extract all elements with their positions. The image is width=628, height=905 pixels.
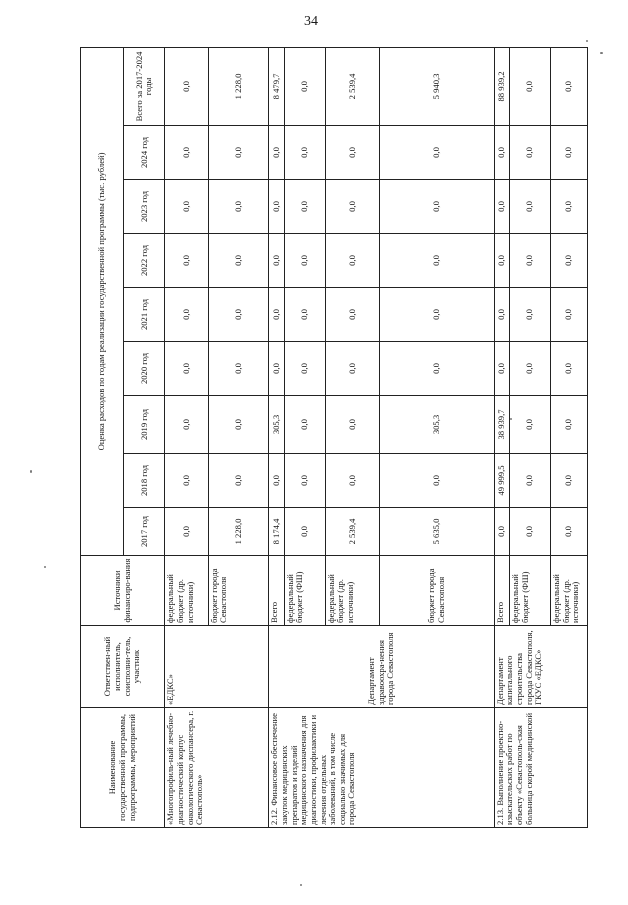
- total-cell: 0,0: [509, 47, 550, 125]
- value-cell: 0,0: [208, 234, 269, 288]
- program-name: 2.12. Финансовое обеспечение закупок медицинских препаратов и изделий медицинского назначения для диагностики, профилактики и лечения отдельных заболеваний, в том числе социально значимых для города Севастополя: [269, 708, 494, 828]
- scan-speck: [300, 884, 302, 886]
- value-cell: 0,0: [284, 126, 325, 180]
- value-cell: 0,0: [379, 234, 494, 288]
- value-cell: 0,0: [165, 396, 208, 454]
- scan-speck: [510, 418, 512, 420]
- value-cell: 5 635,0: [379, 508, 494, 556]
- value-cell: 0,0: [325, 454, 379, 508]
- header-estimate: Оценка расходов по годам реализации государственной программы (тыс. рублей): [81, 47, 124, 555]
- value-cell: 0,0: [269, 180, 284, 234]
- total-cell: 2 539,4: [325, 47, 379, 125]
- value-cell: 0,0: [494, 288, 509, 342]
- value-cell: 305,3: [269, 396, 284, 454]
- header-year: 2018 год: [124, 454, 165, 508]
- header-executor: Ответствен-ный исполнитель, соисполни-тель, участник: [81, 626, 165, 708]
- value-cell: 0,0: [509, 396, 550, 454]
- header-year: 2024 год: [124, 126, 165, 180]
- value-cell: 0,0: [284, 396, 325, 454]
- value-cell: 0,0: [509, 180, 550, 234]
- value-cell: 0,0: [284, 454, 325, 508]
- executor: «ЕДКС»: [165, 626, 269, 708]
- value-cell: 0,0: [165, 180, 208, 234]
- value-cell: 0,0: [165, 454, 208, 508]
- value-cell: 0,0: [494, 508, 509, 556]
- value-cell: 0,0: [325, 180, 379, 234]
- value-cell: 0,0: [379, 126, 494, 180]
- value-cell: 0,0: [379, 342, 494, 396]
- total-cell: 8 479,7: [269, 47, 284, 125]
- executor: Департамент здравоохра-нения города Севастополя: [269, 626, 494, 708]
- funding-source: федеральный бюджет (др. источники): [551, 556, 588, 626]
- value-cell: 0,0: [208, 288, 269, 342]
- value-cell: 0,0: [325, 126, 379, 180]
- value-cell: 0,0: [551, 396, 588, 454]
- value-cell: 0,0: [269, 454, 284, 508]
- funding-source: бюджет города Севастополя: [379, 556, 494, 626]
- value-cell: 38 939,7: [494, 396, 509, 454]
- value-cell: 0,0: [325, 288, 379, 342]
- value-cell: 0,0: [494, 234, 509, 288]
- value-cell: 0,0: [208, 454, 269, 508]
- header-source: Источники финансиро-вания: [81, 556, 165, 626]
- value-cell: 0,0: [165, 342, 208, 396]
- value-cell: 0,0: [208, 180, 269, 234]
- value-cell: 0,0: [284, 508, 325, 556]
- value-cell: 0,0: [494, 126, 509, 180]
- rotated-table-area: [80, 48, 588, 828]
- value-cell: 0,0: [208, 396, 269, 454]
- value-cell: 0,0: [284, 288, 325, 342]
- page-number: 34: [304, 14, 318, 29]
- value-cell: 0,0: [551, 180, 588, 234]
- scan-speck: [30, 470, 32, 473]
- value-cell: 0,0: [551, 508, 588, 556]
- value-cell: 0,0: [284, 342, 325, 396]
- value-cell: 1 228,0: [208, 508, 269, 556]
- total-cell: 88 939,2: [494, 47, 509, 125]
- value-cell: 0,0: [208, 126, 269, 180]
- header-year: 2017 год: [124, 508, 165, 556]
- value-cell: 0,0: [509, 126, 550, 180]
- funding-source: федеральный бюджет (ФШ): [509, 556, 550, 626]
- funding-source: федеральный бюджет (ФШ): [284, 556, 325, 626]
- program-name: «Многопрофиль-ный лечебно-диагностический корпус онкологического диспансера, г. Севастополь»: [165, 708, 269, 828]
- value-cell: 0,0: [509, 234, 550, 288]
- value-cell: 0,0: [269, 342, 284, 396]
- program-name: 2.13. Выполнение проектно-изыскательских работ по объекту «Севастополь-ская больница скорой медицинской: [494, 708, 587, 828]
- total-cell: 0,0: [551, 47, 588, 125]
- value-cell: 0,0: [325, 234, 379, 288]
- funding-source: Всего: [269, 556, 284, 626]
- total-cell: 5 940,3: [379, 47, 494, 125]
- header-year: 2023 год: [124, 180, 165, 234]
- funding-source: федеральный бюджет (др. источники): [325, 556, 379, 626]
- total-cell: 1 228,0: [208, 47, 269, 125]
- funding-source: федеральный бюджет (др. источники): [165, 556, 208, 626]
- header-name: Наименование государственной программы, подпрограммы, мероприятий: [81, 708, 165, 828]
- value-cell: 0,0: [551, 234, 588, 288]
- value-cell: 0,0: [165, 126, 208, 180]
- value-cell: 0,0: [269, 234, 284, 288]
- value-cell: 0,0: [284, 180, 325, 234]
- value-cell: 0,0: [379, 288, 494, 342]
- executor: Департамент капитального строительства города Севастополя, ГКУС «ЕДКС»: [494, 626, 587, 708]
- value-cell: 0,0: [551, 126, 588, 180]
- value-cell: 0,0: [379, 180, 494, 234]
- value-cell: 0,0: [165, 288, 208, 342]
- value-cell: 0,0: [284, 234, 325, 288]
- value-cell: 0,0: [509, 454, 550, 508]
- scan-speck: [600, 52, 603, 54]
- value-cell: 0,0: [551, 288, 588, 342]
- value-cell: 305,3: [379, 396, 494, 454]
- header-total: Всего за 2017-2024 годы: [124, 47, 165, 125]
- value-cell: 0,0: [509, 288, 550, 342]
- value-cell: 0,0: [551, 454, 588, 508]
- value-cell: 0,0: [551, 342, 588, 396]
- budget-table: [80, 47, 588, 828]
- value-cell: 0,0: [269, 126, 284, 180]
- value-cell: 0,0: [165, 508, 208, 556]
- value-cell: 0,0: [509, 508, 550, 556]
- total-cell: 0,0: [165, 47, 208, 125]
- funding-source: Всего: [494, 556, 509, 626]
- header-year: 2021 год: [124, 288, 165, 342]
- value-cell: 8 174,4: [269, 508, 284, 556]
- total-cell: 0,0: [284, 47, 325, 125]
- value-cell: 0,0: [165, 234, 208, 288]
- value-cell: 0,0: [494, 180, 509, 234]
- value-cell: 0,0: [379, 454, 494, 508]
- scan-speck: [586, 40, 588, 42]
- value-cell: 49 999,5: [494, 454, 509, 508]
- value-cell: 0,0: [269, 288, 284, 342]
- header-year: 2022 год: [124, 234, 165, 288]
- funding-source: бюджет города Севастополя: [208, 556, 269, 626]
- header-year: 2020 год: [124, 342, 165, 396]
- scan-speck: [44, 566, 46, 568]
- value-cell: 0,0: [325, 396, 379, 454]
- value-cell: 0,0: [208, 342, 269, 396]
- value-cell: 0,0: [325, 342, 379, 396]
- value-cell: 2 539,4: [325, 508, 379, 556]
- value-cell: 0,0: [494, 342, 509, 396]
- value-cell: 0,0: [509, 342, 550, 396]
- header-year: 2019 год: [124, 396, 165, 454]
